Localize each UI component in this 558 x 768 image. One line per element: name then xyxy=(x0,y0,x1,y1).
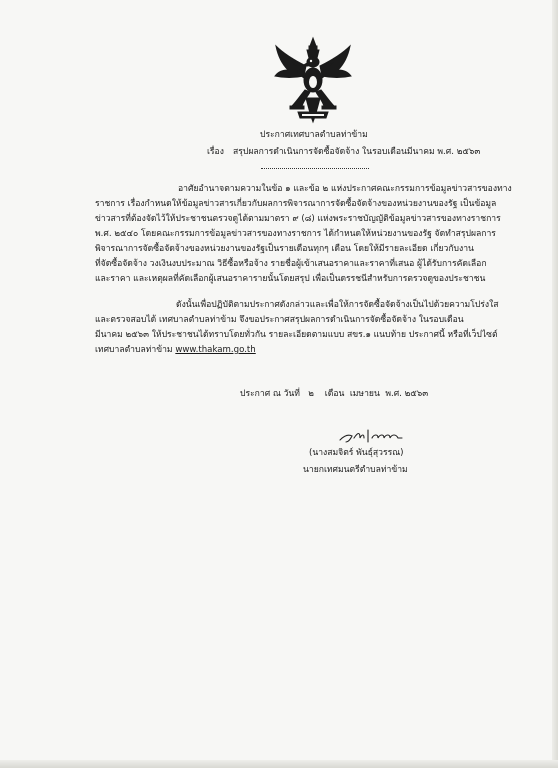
announce-month: เมษายน xyxy=(349,389,380,399)
paragraph-2-line-4-text: เทศบาลตำบลท่าข้าม xyxy=(95,345,173,355)
announce-day: ๒ xyxy=(308,389,314,399)
announce-prefix: ประกาศ ณ วันที่ xyxy=(240,389,300,399)
subject-label: เรื่อง xyxy=(207,147,224,157)
paragraph-1-line-7: และราคา และเหตุผลที่คัดเลือกผู้เสนอราคารายนั้นโดยสรุป เพื่อเป็นดรรชนีสำหรับการตรวจดูของประชาชน xyxy=(95,274,486,284)
announce-month-label: เดือน xyxy=(324,389,345,399)
paragraph-1-line-5: พิจารณาการจัดซื้อจัดจ้างของหน่วยงานของรัฐเป็นรายเดือนทุกๆ เดือน โดยให้มีรายละเอียด เกี่ยวกับงาน xyxy=(95,244,474,254)
announce-year-prefix: พ.ศ. xyxy=(385,389,402,399)
paragraph-2-line-1: ดังนั้นเพื่อปฏิบัติตามประกาศดังกล่าวและเพื่อให้การจัดซื้อจัดจ้างเป็นไปด้วยความโปร่งใส xyxy=(176,300,499,310)
garuda-emblem xyxy=(272,36,354,124)
page-edge-bottom xyxy=(0,760,558,768)
title-divider xyxy=(261,168,369,169)
subject-text: สรุปผลการดำเนินการจัดซื้อจัดจ้าง ในรอบเดือนมีนาคม พ.ศ. ๒๕๖๓ xyxy=(233,147,481,157)
paragraph-2-line-3: มีนาคม ๒๕๖๓ ให้ประชาชนได้ทราบโดยทั่วกัน รายละเอียดตามแบบ สขร.๑ แนบท้าย ประกาศนี้ หรือที่เว็ปไซต์ xyxy=(95,330,498,340)
handwritten-signature xyxy=(338,426,404,448)
paragraph-2-line-4 xyxy=(95,345,256,356)
signer-name: (นางสมจิตร์ พันธุ์สุวรรณ) xyxy=(309,448,404,458)
paragraph-1-line-4: พ.ศ. ๒๕๔๐ โดยคณะกรรมการข้อมูลข่าวสารของทางราชการ ได้กำหนดให้หน่วยงานของรัฐ จัดทำสรุปผลการ xyxy=(95,229,496,239)
paragraph-2-line-2: และตรวจสอบได้ เทศบาลตำบลท่าข้าม จึงขอประกาศสรุปผลการดำเนินการจัดซื้อจัดจ้าง ในรอบเดือน xyxy=(95,315,464,325)
signer-position: นายกเทศมนตรีตำบลท่าข้าม xyxy=(303,465,408,475)
paragraph-1-line-2: ราชการ เรื่องกำหนดให้ข้อมูลข่าวสารเกี่ยวกับผลการพิจารณาการจัดซื้อจัดจ้างของหน่วยงานของรัฐ เป็นข้อมูล xyxy=(95,199,497,209)
paragraph-1-line-6: ที่จัดซื้อจัดจ้าง วงเงินงบประมาณ วิธีซื้อหรือจ้าง รายชื่อผู้เข้าเสนอราคาและราคาที่เสนอ ผู้ได้รับการคัดเลือก xyxy=(95,259,487,269)
announcement-title: ประกาศเทศบาลตำบลท่าข้าม xyxy=(260,130,368,140)
announce-year: ๒๕๖๓ xyxy=(404,389,429,399)
website-link[interactable]: www.thakam.go.th xyxy=(175,345,256,355)
page-edge-right xyxy=(552,0,558,768)
paragraph-1-line-3: ข่าวสารที่ต้องจัดไว้ให้ประชาชนตรวจดูได้ตามมาตรา ๙ (๘) แห่งพระราชบัญญัติข้อมูลข่าวสารของทางราชการ xyxy=(95,214,501,224)
paragraph-1-line-1: อาศัยอำนาจตามความในข้อ ๑ และข้อ ๒ แห่งประกาศคณะกรรมการข้อมูลข่าวสารของทาง xyxy=(178,184,512,194)
announce-date-line xyxy=(240,389,428,400)
